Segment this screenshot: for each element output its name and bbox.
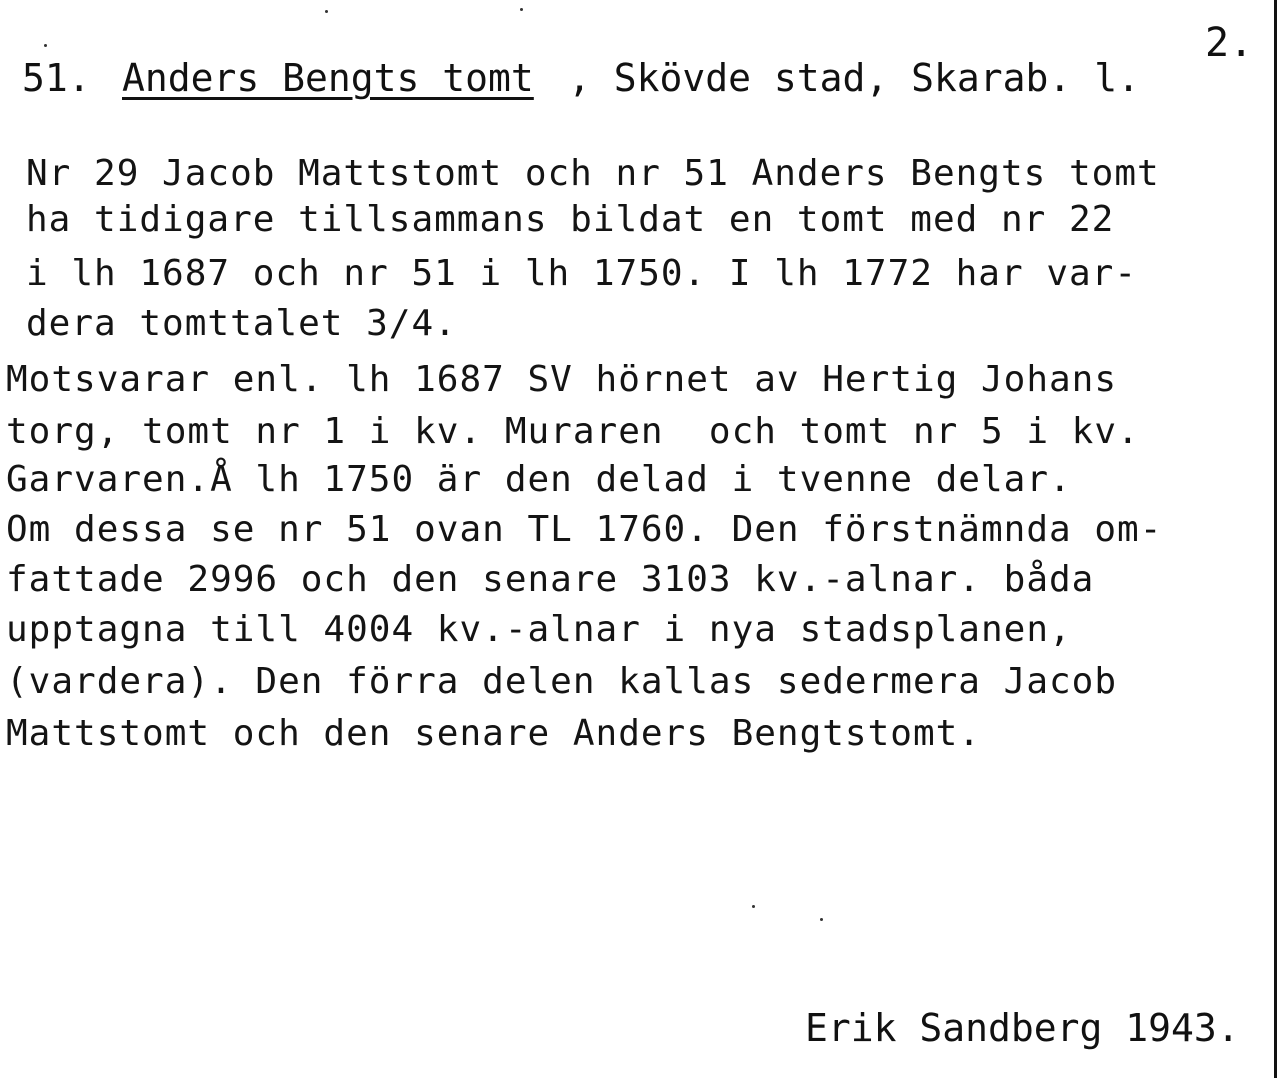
paragraph2-line: Garvaren.Å lh 1750 är den delad i tvenne delar. <box>6 459 1072 500</box>
scan-speck <box>44 44 47 47</box>
page-number: 2. <box>1205 20 1254 66</box>
paragraph2-line: fattade 2996 och den senare 3103 kv.-alnar. båda <box>6 559 1095 600</box>
paragraph1-line: dera tomttalet 3/4. <box>26 303 457 344</box>
paragraph2-line: torg, tomt nr 1 i kv. Muraren och tomt nr 5 i kv. <box>6 411 1140 452</box>
scan-speck <box>520 8 523 11</box>
signature: Erik Sandberg 1943. <box>805 1006 1240 1050</box>
paragraph2-line: upptagna till 4004 kv.-alnar i nya stadsplanen, <box>6 609 1072 650</box>
heading-number: 51. <box>22 56 91 100</box>
heading-location: , Skövde stad, Skarab. l. <box>568 56 1140 100</box>
paragraph2-line: Om dessa se nr 51 ovan TL 1760. Den förstnämnda om- <box>6 509 1163 550</box>
paragraph1-line: Nr 29 Jacob Mattstomt och nr 51 Anders Bengts tomt <box>26 153 1160 194</box>
paragraph1-line: ha tidigare tillsammans bildat en tomt med nr 22 <box>26 199 1115 240</box>
paragraph2-line: Mattstomt och den senare Anders Bengtstomt. <box>6 713 981 754</box>
scan-speck <box>820 918 823 921</box>
paragraph2-line: Motsvarar enl. lh 1687 SV hörnet av Hertig Johans <box>6 359 1118 400</box>
card-right-border <box>1274 0 1277 1078</box>
paragraph2-line: (vardera). Den förra delen kallas sedermera Jacob <box>6 661 1118 702</box>
paragraph1-line: i lh 1687 och nr 51 i lh 1750. I lh 1772 har var- <box>26 253 1138 294</box>
scan-speck <box>325 10 328 13</box>
heading-title: Anders Bengts tomt <box>122 56 534 100</box>
scan-speck <box>752 905 755 908</box>
